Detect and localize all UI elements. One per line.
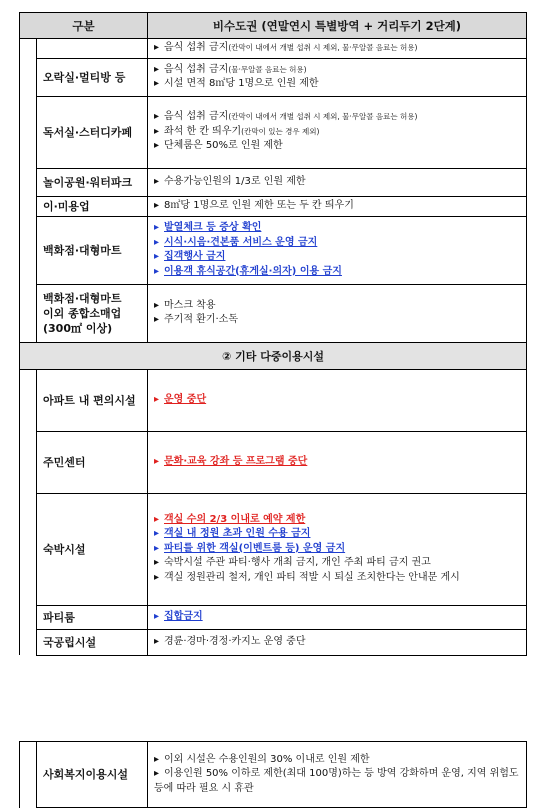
indent-cell — [20, 493, 37, 605]
rule-text: 객실 정원관리 철저, 개인 파티 적발 시 퇴실 조치한다는 안내문 게시 — [164, 571, 460, 583]
indent-cell — [20, 196, 37, 216]
rule-text: 파티를 위한 객실(이벤트룸 등) 운영 금지 — [164, 542, 346, 554]
bullet-icon: ▸ — [154, 610, 160, 622]
rule-text: 수용가능인원의 1/3로 인원 제한 — [164, 175, 306, 187]
rule-line — [154, 393, 520, 408]
section-title: ② 기타 다중이용시설 — [20, 342, 527, 369]
rule-note: (칸막이 있는 경우 제외) — [241, 126, 320, 136]
rule-cell — [148, 58, 527, 96]
rule-text: 좌석 한 칸 띄우기 — [164, 125, 242, 137]
category-cell: 놀이공원·워터파크 — [37, 168, 148, 196]
section-row — [20, 342, 527, 369]
rule-line — [154, 125, 520, 140]
bullet-icon: ▸ — [154, 251, 160, 262]
rule-text: 이용인원 50% 이하로 제한(최대 100명)하는 등 방역 강화하며 운영, 지역 위험도 등에 따라 필요 시 휴관 — [154, 768, 519, 794]
rule-text: 시식·시음·견본품 서비스 운영 금지 — [164, 236, 318, 248]
bullet-icon: ▸ — [154, 393, 160, 405]
indent-cell — [20, 742, 37, 808]
bullet-icon: ▸ — [154, 635, 160, 647]
rule-cell — [148, 493, 527, 605]
bullet-icon: ▸ — [154, 542, 160, 554]
indent-cell — [20, 431, 37, 493]
rule-cell — [148, 605, 527, 629]
rule-line — [154, 299, 520, 314]
bullet-icon: ▸ — [154, 753, 160, 765]
bullet-icon: ▸ — [154, 314, 160, 325]
category-cell: 이·미용업 — [37, 196, 148, 216]
indent-cell — [20, 39, 37, 59]
rule-text: 집합금지 — [164, 610, 203, 622]
bullet-icon: ▸ — [154, 299, 160, 311]
rule-text: 운영 중단 — [164, 393, 207, 405]
rule-line — [154, 77, 520, 92]
bullet-icon: ▸ — [154, 513, 160, 525]
bullet-icon: ▸ — [154, 78, 160, 89]
table-row — [20, 39, 527, 59]
rule-cell — [148, 629, 527, 655]
indent-cell — [20, 605, 37, 629]
category-cell: 파티룸 — [37, 605, 148, 629]
category-cell: 숙박시설 — [37, 493, 148, 605]
category-cell: 아파트 내 편의시설 — [37, 369, 148, 431]
table-row — [20, 216, 527, 284]
rule-note: (칸막이 내에서 개별 섭취 시 제외, 물·무알콜 음료는 허용) — [228, 43, 418, 52]
table-row — [20, 96, 527, 168]
rule-line — [154, 250, 520, 265]
bullet-icon: ▸ — [154, 199, 160, 211]
rule-line — [154, 110, 520, 125]
rule-text: 이용객 휴식공간(휴게실·의자) 이용 금지 — [164, 265, 342, 277]
bullet-icon: ▸ — [154, 42, 160, 53]
rule-line — [154, 635, 520, 650]
table-row — [20, 629, 527, 655]
category-cell — [37, 39, 148, 59]
rule-line — [154, 753, 520, 768]
bullet-icon: ▸ — [154, 557, 160, 569]
rule-line — [154, 221, 520, 236]
indent-cell — [20, 58, 37, 96]
rule-text: 집객행사 금지 — [164, 251, 226, 262]
rule-cell — [148, 431, 527, 493]
rule-cell — [148, 96, 527, 168]
rule-line — [154, 767, 520, 796]
rule-text: 이외 시설은 수용인원의 30% 이내로 인원 제한 — [164, 753, 370, 765]
bullet-icon: ▸ — [154, 222, 160, 233]
category-cell: 백화점·대형마트 이외 종합소매업 (300㎡ 이상) — [37, 284, 148, 342]
bullet-icon: ▸ — [154, 125, 160, 137]
bullet-icon: ▸ — [154, 768, 160, 780]
rule-line — [154, 527, 520, 542]
rule-line — [154, 139, 520, 154]
rule-line — [154, 313, 520, 328]
rule-text: 주기적 환기·소독 — [164, 314, 238, 325]
table-row — [20, 58, 527, 96]
rule-text: 음식 섭취 금지 — [164, 111, 229, 123]
rule-note: (칸막이 내에서 개별 섭취 시 제외, 물·무알콜 음료는 허용) — [228, 112, 418, 122]
indent-cell — [20, 168, 37, 196]
rule-line — [154, 610, 520, 625]
table-row — [20, 605, 527, 629]
bullet-icon: ▸ — [154, 265, 160, 277]
table-row — [20, 369, 527, 431]
category-cell: 오락실·멀티방 등 — [37, 58, 148, 96]
rule-text: 음식 섭취 금지 — [164, 42, 229, 53]
rule-text: 마스크 착용 — [164, 299, 216, 311]
bullet-icon: ▸ — [154, 140, 160, 152]
rule-text: 객실 내 정원 초과 인원 수용 금지 — [164, 528, 311, 540]
table-row — [20, 493, 527, 605]
rule-text: 8㎡당 1명으로 인원 제한 또는 두 칸 띄우기 — [164, 199, 354, 211]
rule-line — [154, 556, 520, 571]
rule-cell — [148, 284, 527, 342]
rule-line — [154, 513, 520, 528]
rule-text: 문화·교육 강좌 등 프로그램 중단 — [164, 455, 308, 467]
bullet-icon: ▸ — [154, 111, 160, 123]
rule-line — [154, 41, 520, 56]
rule-text: 숙박시설 주관 파티·행사 개최 금지, 개인 주최 파티 금지 권고 — [164, 557, 431, 569]
indent-cell — [20, 96, 37, 168]
category-cell: 주민센터 — [37, 431, 148, 493]
category-cell: 사회복지이용시설 — [37, 742, 148, 808]
rule-text: 음식 섭취 금지 — [164, 63, 229, 75]
bullet-icon: ▸ — [154, 175, 160, 187]
bullet-icon: ▸ — [154, 236, 160, 248]
rule-cell — [148, 39, 527, 59]
category-cell: 독서실·스터디카페 — [37, 96, 148, 168]
header-rule: 비수도권 (연말연시 특별방역 + 거리두기 2단계) — [148, 13, 527, 39]
bullet-icon: ▸ — [154, 455, 160, 467]
bullet-icon: ▸ — [154, 571, 160, 583]
rule-note: (물·무알콜 음료는 허용) — [228, 64, 307, 74]
category-cell: 국공립시설 — [37, 629, 148, 655]
bullet-icon: ▸ — [154, 528, 160, 540]
rules-table-continued — [19, 741, 527, 808]
rule-cell — [148, 742, 527, 808]
rule-line — [154, 455, 520, 470]
table-row — [20, 196, 527, 216]
rule-text: 객실 수의 2/3 이내로 예약 제한 — [164, 513, 306, 525]
table-row — [20, 168, 527, 196]
rule-cell — [148, 196, 527, 216]
rule-text: 단체룸은 50%로 인원 제한 — [164, 140, 283, 152]
rule-cell — [148, 369, 527, 431]
indent-cell — [20, 369, 37, 431]
rule-line — [154, 236, 520, 251]
table-row — [20, 742, 527, 808]
bullet-icon: ▸ — [154, 63, 160, 75]
rule-line — [154, 199, 520, 214]
rule-line — [154, 175, 520, 190]
rule-line — [154, 542, 520, 557]
rule-line — [154, 63, 520, 78]
indent-cell — [20, 629, 37, 655]
rule-cell — [148, 168, 527, 196]
indent-cell — [20, 216, 37, 284]
header-category: 구분 — [20, 13, 148, 39]
category-cell: 백화점·대형마트 — [37, 216, 148, 284]
rule-cell — [148, 216, 527, 284]
rules-table — [19, 12, 527, 656]
rule-text: 발열체크 등 증상 확인 — [164, 222, 262, 233]
indent-cell — [20, 284, 37, 342]
table-row — [20, 431, 527, 493]
rule-text: 경륜·경마·경정·카지노 운영 중단 — [164, 635, 306, 647]
table-row — [20, 284, 527, 342]
rule-text: 시설 면적 8㎡당 1명으로 인원 제한 — [164, 78, 319, 89]
rule-line — [154, 265, 520, 280]
rule-line — [154, 571, 520, 586]
